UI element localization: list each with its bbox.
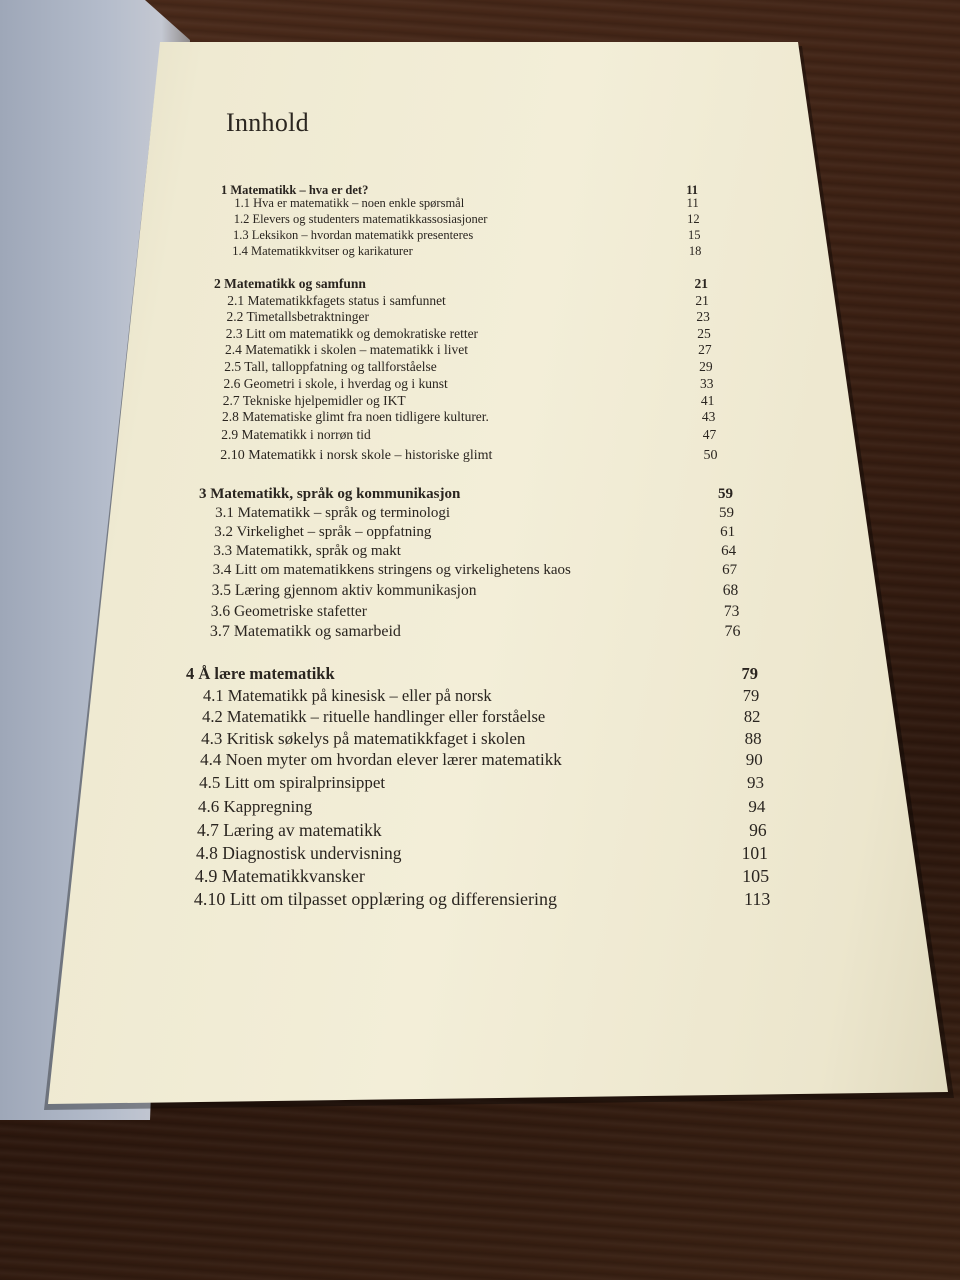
section-page-number: 90 — [745, 750, 763, 769]
section-page-number: 94 — [748, 797, 766, 816]
chapter-heading: 4 Å lære matematikk — [186, 664, 335, 683]
section-entry: 1.3 Leksikon – hvordan matematikk presenteres — [232, 228, 474, 242]
section-page-number: 96 — [749, 820, 767, 840]
section-entry: 4.2 Matematikk – rituelle handlinger eller forståelse — [202, 707, 546, 726]
section-entry: 4.8 Diagnostisk undervisning — [195, 843, 402, 863]
section-entry: 2.7 Tekniske hjelpemidler og IKT — [222, 393, 406, 408]
section-entry: 2.4 Matematikk i skolen – matematikk i livet — [225, 342, 468, 357]
section-entry: 4.3 Kritisk søkelys på matematikkfaget i skolen — [201, 729, 526, 748]
section-page-number: 33 — [700, 376, 714, 391]
chapter-page-number: 79 — [741, 664, 758, 683]
section-page-number: 67 — [722, 562, 738, 578]
section-entry: 4.7 Læring av matematikk — [196, 820, 382, 840]
section-entry: 3.5 Læring gjennom aktiv kommunikasjon — [211, 582, 477, 599]
section-page-number: 105 — [742, 866, 770, 886]
section-entry: 3.2 Virkelighet – språk – oppfatning — [214, 524, 432, 540]
section-page-number: 27 — [698, 342, 712, 357]
section-entry: 2.3 Litt om matematikk og demokratiske retter — [225, 326, 479, 341]
section-page-number: 93 — [746, 773, 764, 792]
section-entry: 3.6 Geometriske stafetter — [210, 603, 367, 620]
section-page-number: 101 — [741, 843, 768, 863]
section-page-number: 23 — [696, 309, 710, 324]
section-page-number: 68 — [722, 582, 739, 599]
section-page-number: 76 — [724, 623, 741, 640]
section-entry: 4.9 Matematikkvansker — [194, 866, 365, 886]
section-page-number: 61 — [720, 524, 736, 540]
section-page-number: 88 — [744, 729, 762, 748]
chapter-page-number: 11 — [686, 183, 698, 197]
section-entry: 1.1 Hva er matematikk – noen enkle spørsmål — [234, 196, 465, 210]
section-entry: 2.1 Matematikkfagets status i samfunnet — [227, 293, 446, 308]
section-page-number: 25 — [697, 326, 711, 341]
section-entry: 4.6 Kappregning — [198, 797, 313, 816]
section-page-number: 50 — [703, 448, 718, 463]
section-entry: 4.4 Noen myter om hvordan elever lærer matematikk — [200, 750, 562, 769]
section-page-number: 79 — [742, 686, 760, 705]
chapter-page-number: 59 — [718, 486, 733, 502]
section-entry: 2.10 Matematikk i norsk skole – historiske glimt — [220, 448, 493, 463]
page-title: Innhold — [226, 108, 309, 137]
section-page-number: 29 — [699, 359, 713, 374]
section-entry: 3.1 Matematikk – språk og terminologi — [215, 505, 451, 521]
section-entry: 2.9 Matematikk i norrøn tid — [221, 427, 371, 442]
section-entry: 1.4 Matematikkvitser og karikaturer — [232, 244, 413, 258]
section-page-number: 21 — [695, 293, 709, 308]
chapter-page-number: 21 — [694, 276, 708, 291]
section-page-number: 113 — [744, 889, 771, 909]
chapter-heading: 3 Matematikk, språk og kommunikasjon — [199, 486, 461, 502]
section-entry: 2.2 Timetallsbetraktninger — [226, 309, 369, 324]
section-entry: 2.8 Matematiske glimt fra noen tidligere kulturer. — [222, 409, 489, 424]
section-page-number: 82 — [743, 707, 761, 726]
section-page-number: 41 — [700, 393, 715, 408]
section-page-number: 47 — [702, 427, 717, 442]
section-entry: 3.3 Matematikk, språk og makt — [213, 543, 401, 559]
section-entry: 2.6 Geometri i skole, i hverdag og i kunst — [223, 376, 448, 391]
chapter-heading: 1 Matematikk – hva er det? — [221, 183, 369, 197]
section-page-number: 11 — [686, 196, 699, 210]
section-page-number: 59 — [719, 505, 735, 521]
section-page-number: 12 — [687, 212, 700, 226]
section-entry: 3.7 Matematikk og samarbeid — [209, 623, 401, 640]
section-entry: 1.2 Elevers og studenters matematikkassosiasjoner — [233, 212, 488, 226]
section-page-number: 73 — [723, 603, 740, 620]
section-entry: 3.4 Litt om matematikkens stringens og virkelighetens kaos — [212, 562, 571, 578]
section-entry: 2.5 Tall, talloppfatning og tallforståelse — [224, 359, 437, 374]
section-page-number: 15 — [687, 228, 701, 242]
section-entry: 4.1 Matematikk på kinesisk – eller på norsk — [203, 686, 492, 705]
section-page-number: 64 — [721, 543, 737, 559]
section-entry: 4.10 Litt om tilpasset opplæring og differensiering — [193, 889, 557, 909]
chapter-heading: 2 Matematikk og samfunn — [214, 276, 366, 291]
section-entry: 4.5 Litt om spiralprinsippet — [199, 773, 386, 792]
section-page-number: 43 — [701, 409, 716, 424]
section-page-number: 18 — [688, 244, 702, 258]
